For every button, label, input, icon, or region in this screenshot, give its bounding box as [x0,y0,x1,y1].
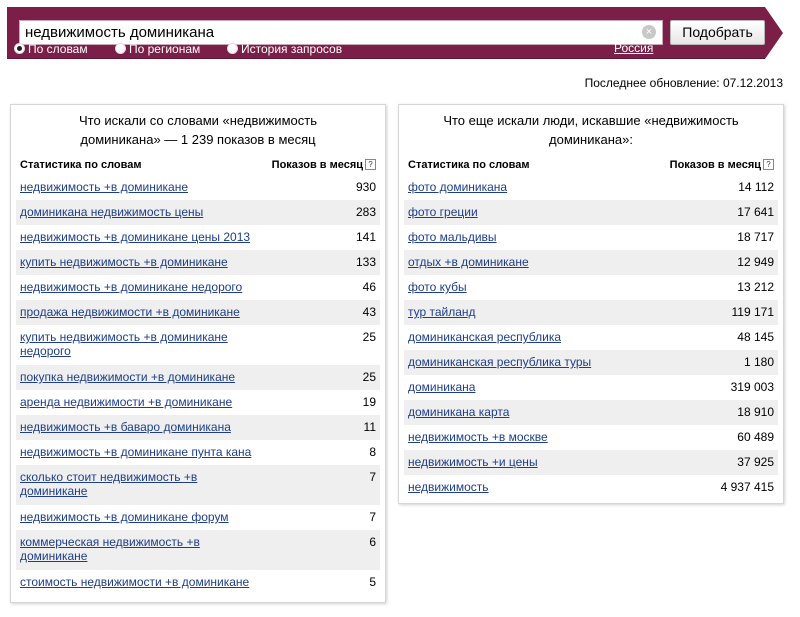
table-row [16,225,380,250]
search-input[interactable]: недвижимость доминикана [19,20,663,45]
count-value: 4 937 415 [720,480,774,494]
table-row [404,175,778,200]
table-row [16,175,380,200]
phrase-link[interactable]: коммерческая недвижимость +в доминикане [20,535,200,563]
table-row [16,570,380,595]
radio-history[interactable] [227,42,342,56]
table-row [404,450,778,475]
phrase-link[interactable]: доминикана недвижимость цены [20,205,204,219]
table-row [16,505,380,530]
table-row [404,400,778,425]
phrase-link[interactable]: недвижимость +в доминикане форум [20,510,229,524]
panel-title [399,111,783,149]
count-value: 18 717 [737,230,774,244]
table-row [16,440,380,465]
panel-title-line: Что еще искали люди, искавшие «недвижимость [443,113,739,128]
panel-title [11,111,385,149]
column-header-phrase: Статистика по словам [20,159,142,171]
table-row [404,375,778,400]
table-row [404,200,778,225]
panel-title-line: доминикана» — 1 239 показов в месяц [80,132,316,147]
count-value: 17 641 [737,205,774,219]
column-header-label: Показов в месяц [669,159,761,171]
phrase-link[interactable]: фото кубы [408,280,467,294]
phrase-link[interactable]: недвижимость +в доминикане [20,180,189,194]
phrase-link[interactable]: недвижимость [408,480,489,494]
table-row [404,325,778,350]
phrase-link[interactable]: аренда недвижимости +в доминикане [20,395,233,409]
table-row [404,300,778,325]
phrase-link[interactable]: купить недвижимость +в доминикане [20,255,228,269]
count-value: 7 [369,510,376,524]
table-row [404,275,778,300]
count-value: 60 489 [737,430,774,444]
phrase-link[interactable]: недвижимость +в доминикане недорого [20,280,243,294]
table-row [404,350,778,375]
phrase-link[interactable]: купить недвижимость +в доминикане недорого [20,330,228,358]
table-row [404,225,778,250]
count-value: 43 [362,305,376,319]
table-row [16,390,380,415]
count-value: 119 171 [731,305,774,319]
count-value: 18 910 [737,405,774,419]
clear-icon[interactable]: × [642,25,656,39]
table-row [404,425,778,450]
count-value: 141 [355,230,376,244]
count-value: 133 [355,255,376,269]
phrase-link[interactable]: недвижимость +и цены [408,455,538,469]
table-row [16,275,380,300]
help-icon[interactable]: ? [763,159,774,170]
count-value: 11 [363,420,376,434]
table-row [16,300,380,325]
table-row [16,530,380,570]
count-value: 37 925 [737,455,774,469]
count-value: 1 180 [743,355,774,369]
phrase-link[interactable]: стоимость недвижимости +в доминикане [20,575,250,589]
phrase-link[interactable]: недвижимость +в москве [408,430,548,444]
count-value: 19 [362,395,376,409]
phrase-link[interactable]: доминикана [408,380,476,394]
column-header-count [272,159,376,171]
header-arrow [765,7,783,59]
also-searched-panel [398,104,784,504]
count-value: 13 212 [737,280,774,294]
count-value: 25 [362,370,376,384]
count-value: 6 [369,535,376,549]
radio-by-words[interactable] [14,42,88,56]
count-value: 25 [362,330,376,344]
count-value: 283 [355,205,376,219]
count-value: 7 [369,470,376,484]
table-row [16,250,380,275]
count-value: 46 [362,280,376,294]
phrase-link[interactable]: сколько стоит недвижимость +в доминикане [20,470,198,498]
submit-button[interactable]: Подобрать [670,20,765,45]
count-value: 319 003 [730,380,774,394]
count-value: 48 145 [737,330,774,344]
table-row [16,365,380,390]
help-icon[interactable]: ? [365,159,376,170]
phrase-link[interactable]: тур тайланд [408,305,476,319]
phrase-link[interactable]: продажа недвижимости +в доминикане [20,305,240,319]
table-row [404,475,778,500]
count-value: 930 [355,180,376,194]
radio-by-regions[interactable] [115,42,200,56]
phrase-link[interactable]: недвижимость +в доминикане пунта кана [20,445,252,459]
radio-label: По словам [28,42,88,56]
phrase-link[interactable]: фото мальдивы [408,230,497,244]
table-row [16,415,380,440]
phrase-link[interactable]: фото доминикана [408,180,508,194]
count-value: 12 949 [737,255,774,269]
table-row [16,200,380,225]
column-header-label: Показов в месяц [271,159,363,171]
count-value: 8 [369,445,376,459]
panel-title-line: Что искали со словами «недвижимость [79,113,317,128]
related-words-panel [10,104,386,603]
count-value: 14 112 [738,180,774,194]
phrase-link[interactable]: недвижимость +в доминикане цены 2013 [20,230,251,244]
phrase-link[interactable]: доминиканская республика туры [408,355,592,369]
phrase-link[interactable]: фото греции [408,205,478,219]
phrase-link[interactable]: доминиканская республика [408,330,561,344]
phrase-link[interactable]: недвижимость +в баваро доминикана [20,420,231,434]
region-link[interactable]: Россия [614,41,654,55]
radio-label: История запросов [241,42,343,56]
radio-unchecked-icon [227,43,238,54]
table-row [16,465,380,505]
phrase-link[interactable]: покупка недвижимости +в доминикане [20,370,236,384]
table-row [16,325,380,365]
column-header-count [670,159,774,171]
panel-title-line: доминикана»: [549,132,633,147]
radio-unchecked-icon [115,43,126,54]
phrase-link[interactable]: доминикана карта [408,405,510,419]
phrase-link[interactable]: отдых +в доминикане [408,255,529,269]
radio-checked-icon [14,43,25,54]
column-header-phrase: Статистика по словам [408,159,530,171]
radio-label: По регионам [129,42,201,56]
last-update: Последнее обновление: 07.12.2013 [584,76,783,90]
count-value: 5 [369,575,376,589]
table-row [404,250,778,275]
